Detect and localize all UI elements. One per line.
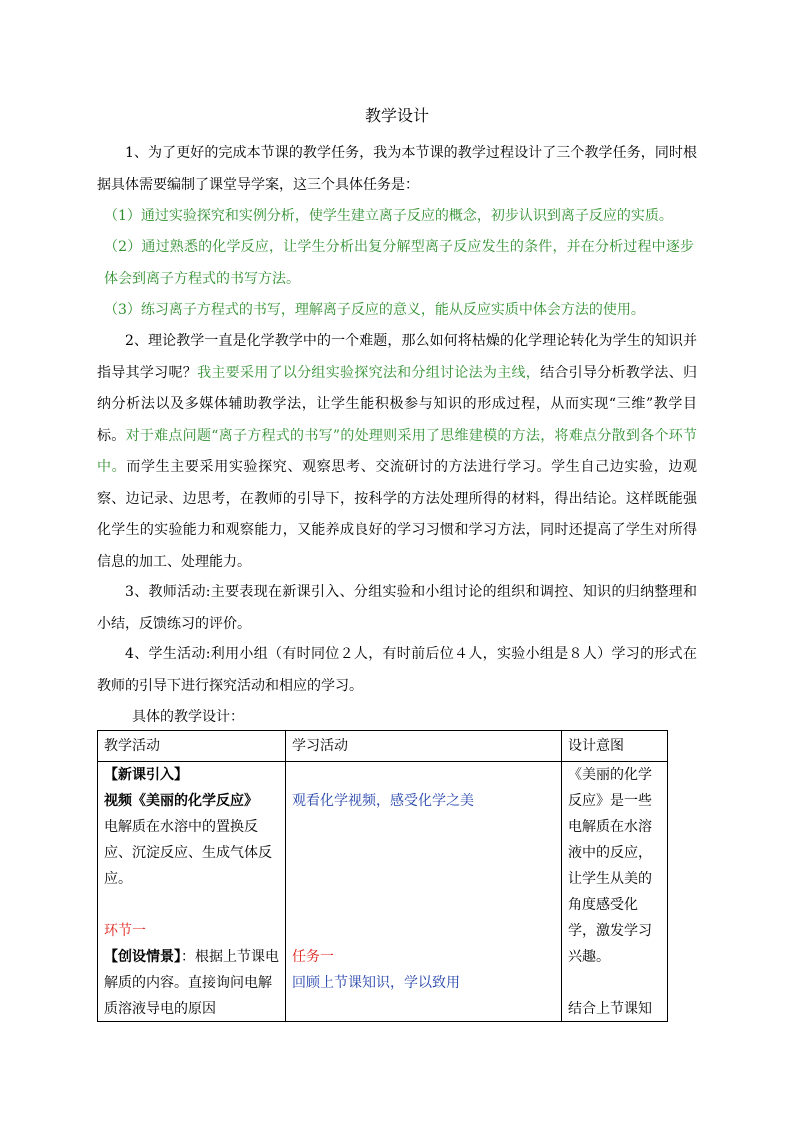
video-description: 电解质在水溶中的置换反应、沉淀反应、生成气体反应。 — [104, 819, 272, 887]
header-teaching-activity: 教学活动 — [98, 731, 286, 762]
scenario-description: ：根据上节课电解质的内容。直接询问电解质溶液导电的原因 — [104, 949, 279, 1017]
task-one-text: 回顾上节课知识，学以致用 — [292, 975, 460, 991]
paragraph-2-part-c: 结合引导分析教学法、归纳分析法以及多媒体辅助教学法，让学生能积极参与知识的形成过程，从而实现“三维”教学目标。 — [97, 364, 698, 444]
task-item-3: （3）练习离子方程式的书写，理解离子反应的意义，能从反应实质中体会方法的使用。 — [104, 302, 645, 318]
task-one-label: 任务一 — [292, 949, 334, 965]
scenario-label: 【创设情景】 — [104, 949, 181, 965]
intro-label: 【新课引入】 — [104, 767, 188, 783]
paragraph-3: 3、教师活动:主要表现在新课引入、分组实验和小组讨论的组织和调控、知识的归纳整理和小结，反馈练习的评价。 — [97, 584, 697, 632]
design-intent-cell — [562, 762, 668, 1022]
paragraph-2-part-e: 而学生主要采用实验探究、观察思考、交流研讨的方法进行学习。学生自己边实验，边观察、边记录、边思考，在教师的引导下，按科学的方法处理所得的材料，得出结论。这样既能强化学生的实验能力和观察能力，又能养成良好的学习习惯和学习方法，同时还提高了学生对所得信息的加工、处理能力。 — [97, 459, 698, 570]
table-header-row — [98, 731, 668, 762]
watch-video-text: 观看化学视频，感受化学之美 — [292, 793, 474, 809]
section-one-label: 环节一 — [104, 923, 146, 939]
task-item-1: （1）通过实验探究和实例分析，使学生建立离子反应的概念，初步认识到离子反应的实质。 — [104, 208, 673, 224]
table-row — [98, 762, 668, 1022]
scenario-text — [104, 944, 279, 1021]
header-learning-activity: 学习活动 — [286, 731, 562, 762]
paragraph-2 — [97, 326, 697, 578]
header-design-intent: 设计意图 — [562, 731, 668, 762]
paragraph-2-part-d: 对于难点问题“离子方程式的书写”的处理则采用了思维建模的方法，将难点分散到各个环节中。 — [97, 427, 698, 475]
teaching-design-table — [97, 730, 668, 1022]
learning-activity-cell — [286, 762, 562, 1022]
task-item-2: （2）通过熟悉的化学反应，让学生分析出复分解型离子反应发生的条件，并在分析过程中逐步体会到离子方程式的书写方法。 — [104, 239, 694, 287]
paragraph-2-part-b: 我主要采用了以分组实验探究法和分组讨论法为主线， — [197, 364, 541, 381]
design-intent-text-1: 《美丽的化学反应》是一些电解质在水溶液中的反应，让学生从美的角度感受化学，激发学习兴趣。 — [568, 767, 652, 965]
paragraph-2-part-a: 2、理论教学一直是化学教学中的一个难题，那么如何将枯燥的化学理论转化为学生的知识并指导其学习呢？ — [97, 333, 697, 381]
paragraph-1: 1、为了更好的完成本节课的教学任务，我为本节课的教学过程设计了三个教学任务，同时根据具体需要编制了课堂导学案，这三个具体任务是： — [97, 145, 697, 193]
video-title: 视频《美丽的化学反应》 — [104, 793, 258, 809]
table-intro: 具体的教学设计： — [132, 709, 244, 725]
teaching-activity-cell — [98, 762, 286, 1022]
paragraph-4: 4、学生活动:利用小组（有时同位２人，有时前后位４人，实验小组是８人）学习的形式在教师的引导下进行探究活动和相应的学习。 — [97, 646, 697, 694]
document-title: 教学设计 — [364, 106, 429, 125]
design-intent-text-2: 结合上节课知 — [568, 1001, 652, 1017]
